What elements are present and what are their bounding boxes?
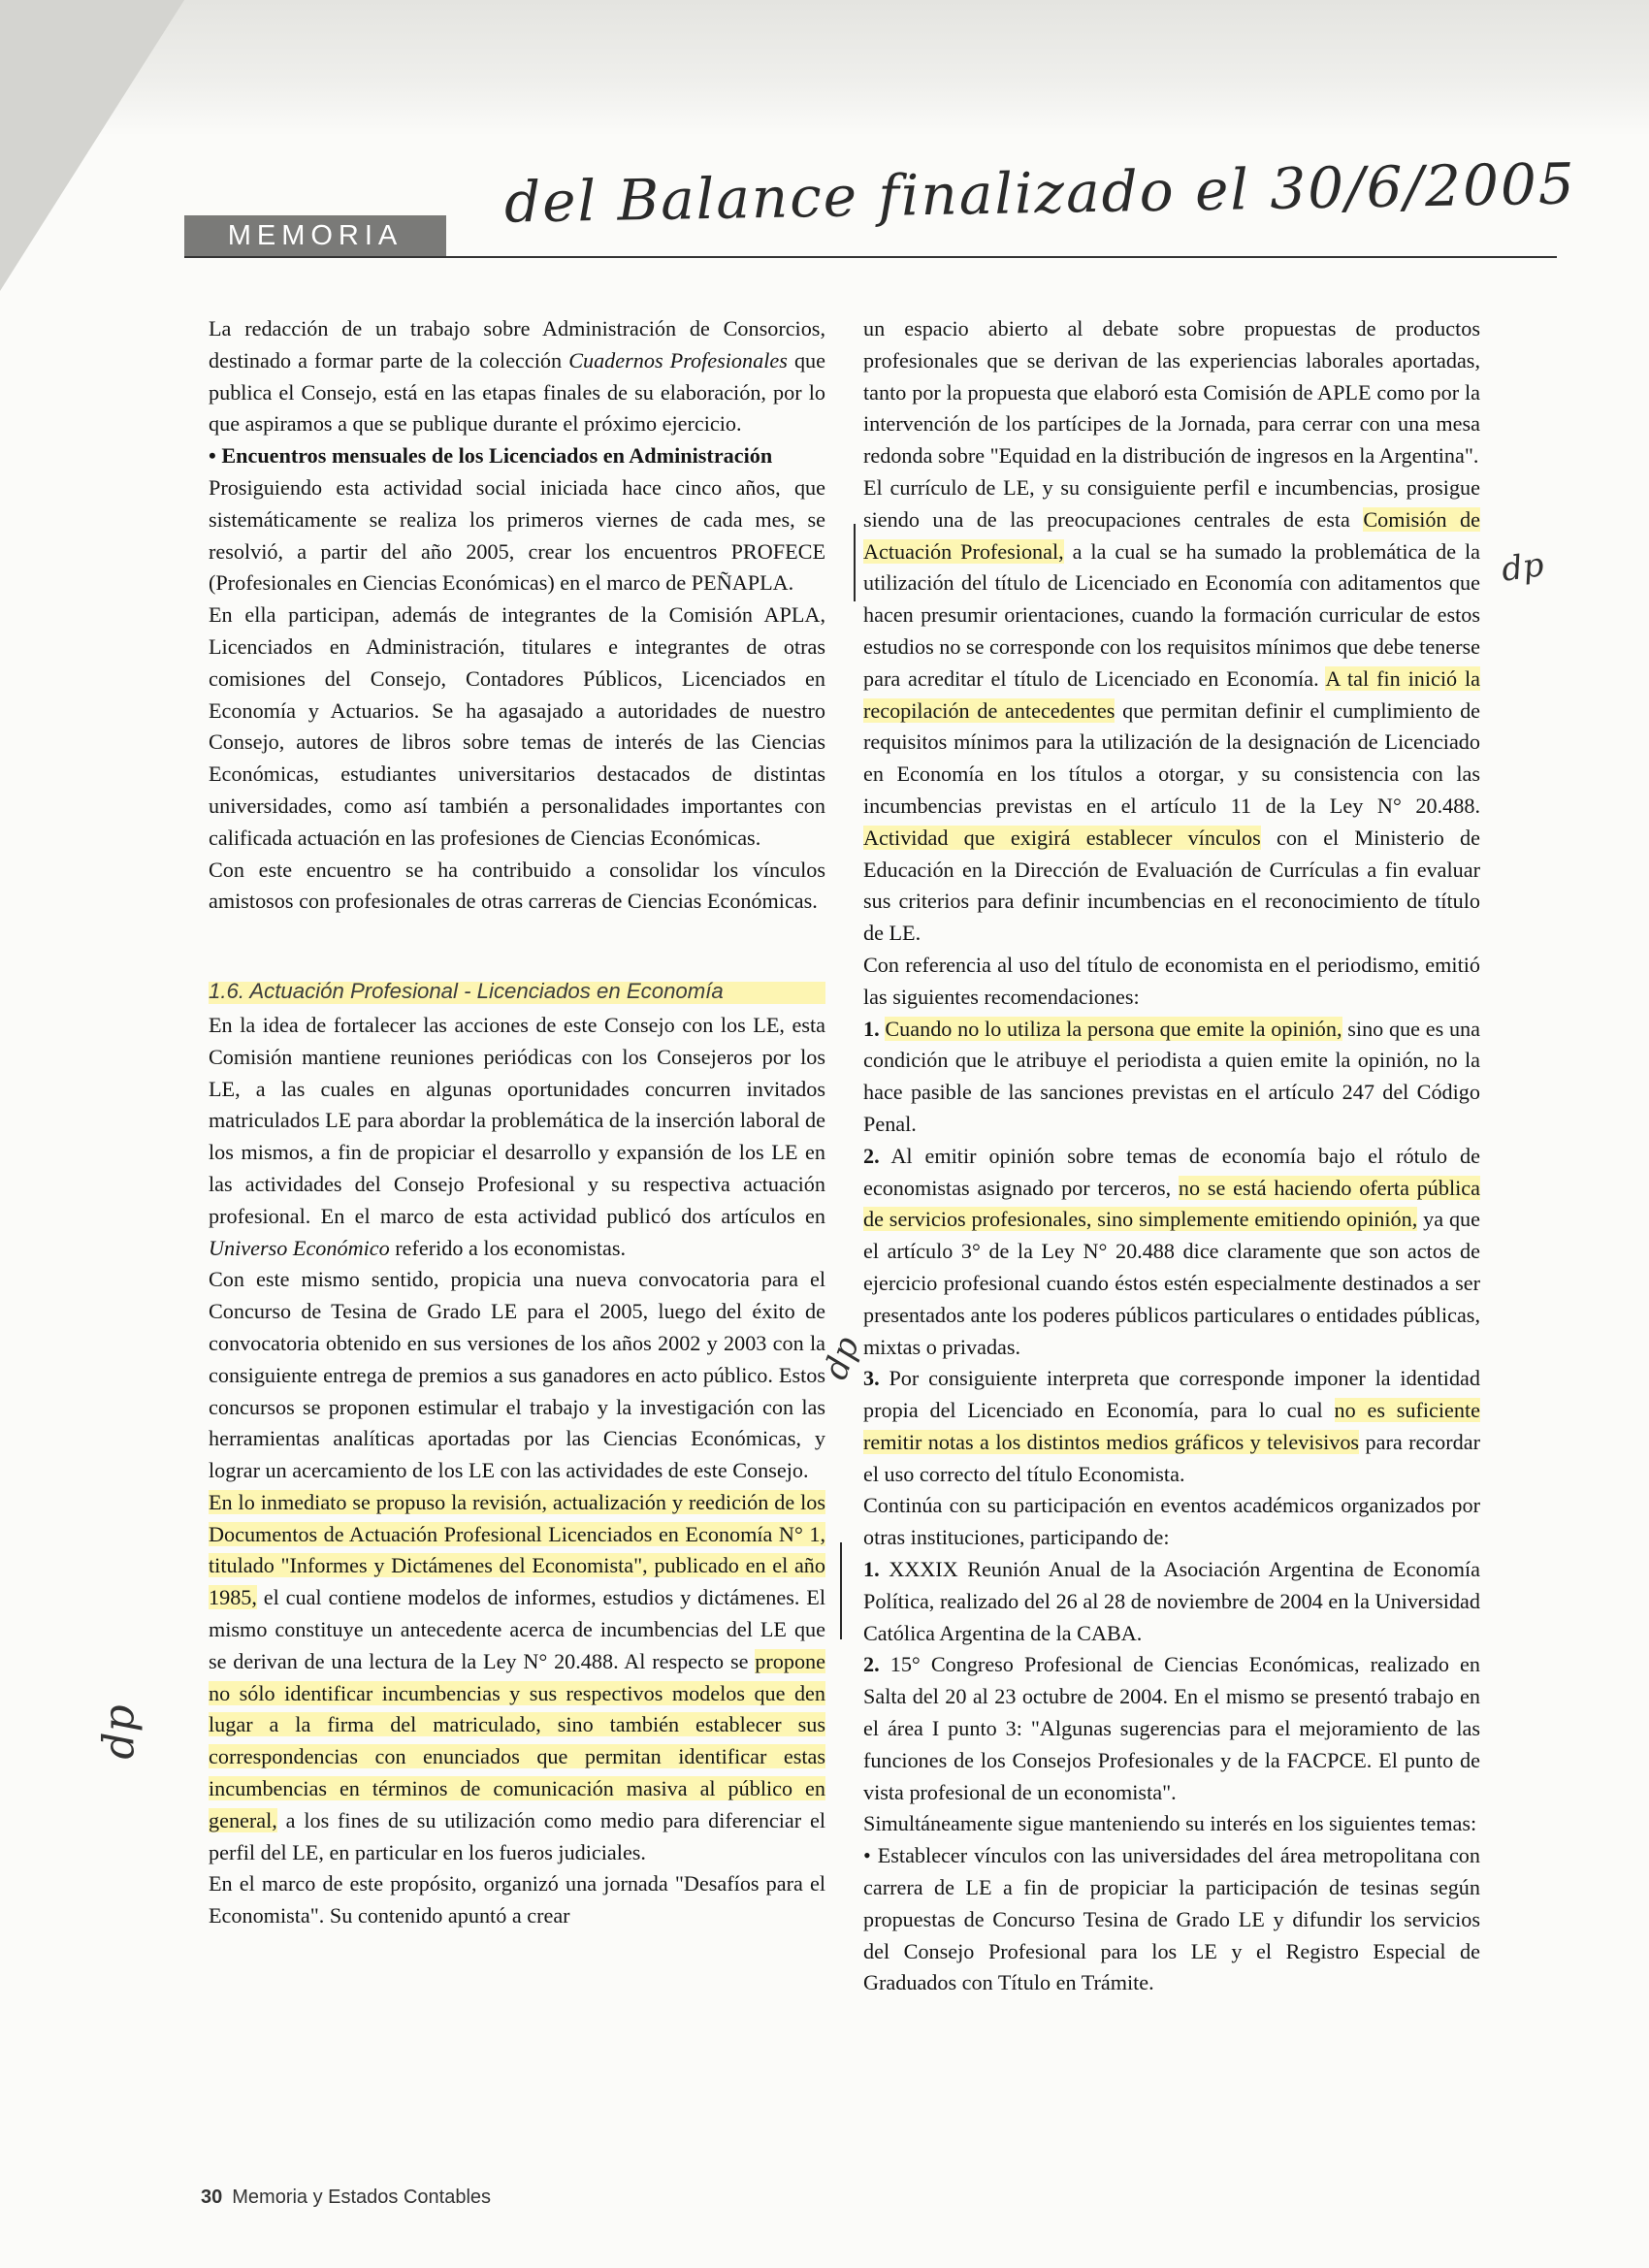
margin-annotation: dp <box>94 1704 145 1760</box>
handwritten-note: del Balance finalizado el 30/6/2005 <box>503 150 1577 236</box>
paragraph: Continúa con su participación en eventos académicos organizados por otras instituciones, participando de: <box>863 1493 1480 1550</box>
paragraph: Con referencia al uso del título de economista en el periodismo, emitió las siguientes recomendaciones: <box>863 952 1480 1009</box>
paragraph: En ella participan, además de integrantes de la Comisión APLA, Licenciados en Administración, titulares e integrantes de otras comisiones del Consejo, Contadores Públicos, Licenciados en Economía y Actuarios. Se ha agasajado a autoridades de nuestro Consejo, autores de libros sobre temas de interés de las Ciencias Económicas, estudiantes universitarios destacados de distintas universidades, como así también a personalidades importantes con calificada actuación en las profesiones de Ciencias Económicas. <box>209 602 825 850</box>
margin-bracket <box>840 1542 842 1639</box>
paragraph: En lo inmediato se propuso la revisión, actualización y reedición de los Documentos de Actuación Profesional Licenciados en Economía N° 1, titulado "Informes y Dictámenes del Economista", publicado en el año 1985, el cual contiene modelos de informes, estudios y dictámenes. El mismo constituye un antecedente acerca de incumbencias del LE que se derivan de una lectura de la Ley N° 20.488. Al respecto se propone no sólo identificar incumbencias y sus respectivos modelos que den lugar a la firma del matriculado, sino también establecer sus correspondencias con enunciados que permitan identificar estas incumbencias en términos de comunicación masiva al público en general, a los fines de su utilización como medio para diferenciar el perfil del LE, en particular en los fueros judiciales. <box>209 1489 825 1864</box>
paragraph: Con este mismo sentido, propicia una nueva convocatoria para el Concurso de Tesina de Grado LE para el 2005, luego del éxito de convocatoria obtenido en sus versiones de los años 2002 y 2003 con la consiguiente entrega de premios a sus ganadores en acto público. Estos concursos se proponen estimular el trabajo y la investigación con las herramientas analíticas aportadas por las Ciencias Económicas, y lograr un acercamiento de los LE con las actividades de este Consejo. <box>209 1267 825 1483</box>
paragraph: Simultáneamente sigue manteniendo su interés en los siguientes temas: <box>863 1811 1477 1836</box>
section-label: MEMORIA <box>184 215 446 256</box>
paragraph: un espacio abierto al debate sobre propuestas de productos profesionales que se derivan de las experiencias laborales aportadas, tanto por la propuesta que elaboró esta Comisión de APLE como por la intervención de los partícipes de la Jornada, para cerrar con una mesa redonda sobre "Equidad en la distribución de ingresos en la Argentina". <box>863 316 1480 469</box>
paragraph: En la idea de fortalecer las acciones de este Consejo con los LE, esta Comisión mantiene reuniones periódicas con los Consejeros por los LE, a las cuales en algunas oportunidades concurren invitados matriculados LE para abordar la problemática de la inserción laboral de los mismos, a fin de propiciar el desarrollo y expansión de los LE en las actividades del Consejo Profesional y su respectiva actuación profesional. En el marco de esta actividad publicó dos artículos en Universo Económico referido a los economistas. <box>209 1012 825 1260</box>
folded-corner <box>0 0 184 291</box>
list-item: 1. Cuando no lo utiliza la persona que emite la opinión, sino que es una condición que le atribuye el periodista a quien emite la opinión, no la hace pasible de las sanciones previstas en el artículo 247 del Código Penal. <box>863 1016 1481 1136</box>
page-footer <box>201 2187 491 2209</box>
paragraph: La redacción de un trabajo sobre Administración de Consorcios, destinado a formar parte de la colección Cuadernos Profesionales que publica el Consejo, está en las etapas finales de su elaboración, por lo que aspiramos a que se publique durante el próximo ejercicio. <box>209 316 825 437</box>
paragraph: Prosiguiendo esta actividad social iniciada hace cinco años, que sistemáticamente se realiza los primeros viernes de cada mes, se resolvió, a partir del año 2005, crear los encuentros PROFECE (Profesionales en Ciencias Económicas) en el marco de PEÑAPLA. <box>209 474 825 596</box>
bullet-item: • Establecer vínculos con las universidades del área metropolitana con carrera de LE a fin de propiciar la participación de tesinas según propuestas de Concurso Tesina de Grado LE y difundir los servicios del Consejo Profesional para los LE y el Registro Especial de Graduados con Título en Trámite. <box>863 1843 1480 1995</box>
section-heading: 1.6. Actuación Profesional - Licenciados en Economía <box>209 976 825 1008</box>
right-column <box>863 313 1480 1999</box>
list-item: 1. XXXIX Reunión Anual de la Asociación Argentina de Economía Política, realizado del 26 al 28 de noviembre de 2004 en la Universidad Católica Argentina de la CABA. <box>863 1557 1480 1645</box>
header-rule <box>184 256 1557 258</box>
paragraph: El currículo de LE, y su consiguiente perfil e incumbencias, prosigue siendo una de las preocupaciones centrales de esta Comisión de Actuación Profesional, a la cual se ha sumado la problemática de la utilización del título de Licenciado en Economía con aditamentos que hacen presumir orientaciones, cuando la formación curricular de estos estudios no se corresponde con los requisitos mínimos que debe tenerse para acreditar el título de Licenciado en Economía. A tal fin inició la recopilación de antecedentes que permitan definir el cumplimiento de requisitos mínimos para la utilización de la designación de Licenciado en Economía en los títulos a otorgar, y su consistencia con las incumbencias previstas en el artículo 11 de la Ley N° 20.488. Actividad que exigirá establecer vínculos con el Ministerio de Educación en la Dirección de Evaluación de Currículas a fin evaluar sus criterios para definir incumbencias en el reconocimiento de título de LE. <box>863 474 1481 946</box>
margin-annotation: dp <box>816 1331 868 1385</box>
bullet-heading: • Encuentros mensuales de los Licenciados en Administración <box>209 443 773 469</box>
page-number: 30 <box>201 2187 223 2208</box>
margin-bracket <box>854 524 856 601</box>
paragraph: En el marco de este propósito, organizó una jornada "Desafíos para el Economista". Su contenido apuntó a crear <box>209 1871 825 1928</box>
list-item: 3. Por consiguiente interpreta que corresponde imponer la identidad propia del Licenciado en Economía, para lo cual no es suficiente remitir notas a los distintos medios gráficos y televisivos para recordar el uso correcto del título Economista. <box>863 1366 1480 1486</box>
margin-annotation: dp <box>1499 545 1547 590</box>
paragraph: Con este encuentro se ha contribuido a consolidar los vínculos amistosos con profesionales de otras carreras de Ciencias Económicas. <box>209 857 825 914</box>
left-column <box>209 313 825 1932</box>
list-item: 2. Al emitir opinión sobre temas de economía bajo el rótulo de economistas asignado por terceros, no se está haciendo oferta pública de servicios profesionales, sino simplemente emitiendo opinión, ya que el artículo 3° de la Ley N° 20.488 dice claramente que son actos de ejercicio profesional cuando éstos estén especialmente destinados a ser presentados ante los poderes públicos particulares o entidades públicas, mixtas o privadas. <box>863 1143 1480 1359</box>
list-item: 2. 15° Congreso Profesional de Ciencias Económicas, realizado en Salta del 20 al 23 octubre de 2004. En el mismo se presentó trabajo en el área I punto 3: "Algunas sugerencias para el mejoramiento de las funciones de los Consejos Profesionales y de la FACPCE. El punto de vista profesional de un economista". <box>863 1652 1480 1804</box>
scan-shadow <box>0 0 1649 136</box>
footer-title: Memoria y Estados Contables <box>232 2187 492 2208</box>
